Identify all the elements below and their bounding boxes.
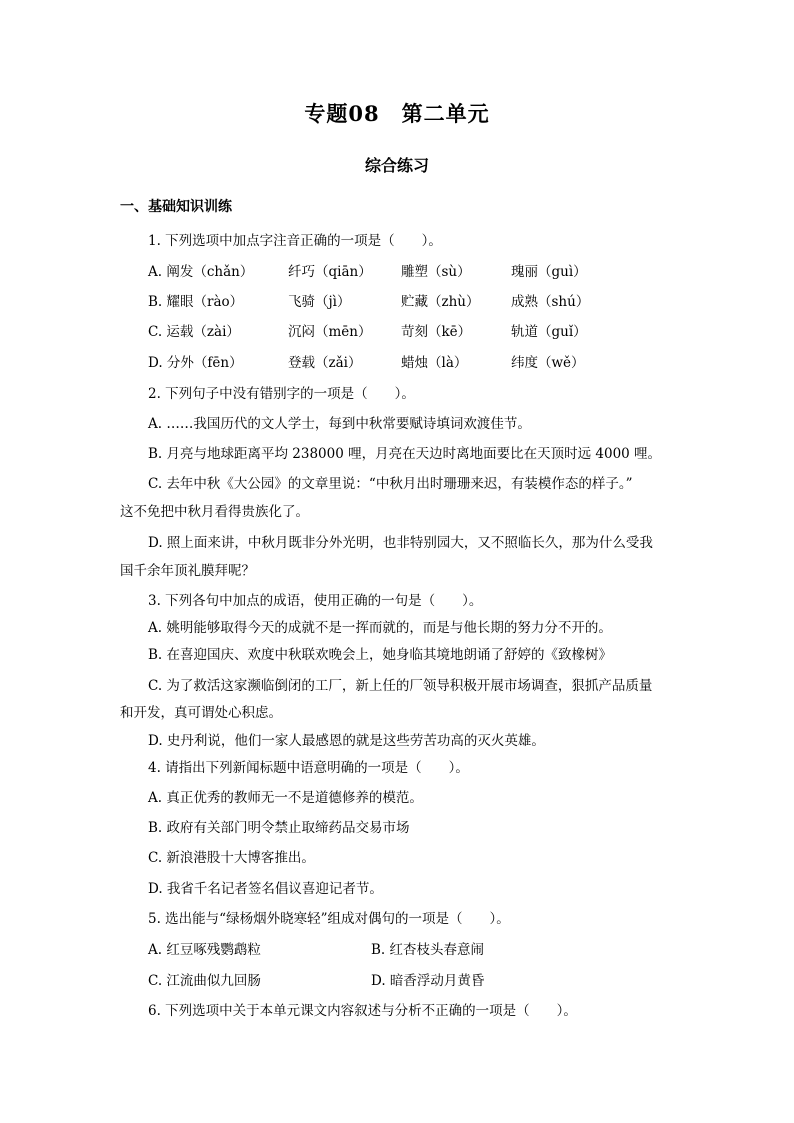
option-cell: D. 分外（fēn） [148, 355, 243, 371]
question-4-option-b: B. 政府有关部门明令禁止取缔药品交易市场 [148, 820, 410, 836]
question-4-option-a: A. 真正优秀的教师无一不是道德修养的模范。 [148, 790, 423, 806]
question-1-option-row-a [148, 262, 648, 282]
question-3-option-c-cont: 和开发，真可谓处心积虑。 [120, 705, 282, 721]
option-cell: 沉闷（mēn） [288, 324, 372, 340]
option-cell: 成熟（shú） [511, 294, 590, 310]
question-4-stem: 4. 请指出下列新闻标题中语意明确的一项是（ ）。 [148, 760, 469, 776]
question-6-stem: 6. 下列选项中关于本单元课文内容叙述与分析不正确的一项是（ ）。 [148, 1003, 577, 1019]
question-1-option-row-b [148, 292, 648, 312]
question-3-option-b: B. 在喜迎国庆、欢度中秋联欢晚会上，她身临其境地朗诵了舒婷的《致橡树》 [148, 647, 613, 663]
option-cell: B. 红杏枝头春意闹 [371, 942, 485, 958]
option-cell: 纤巧（qiān） [288, 264, 372, 280]
option-cell: 苛刻（kē） [401, 324, 472, 340]
question-5-option-row [148, 940, 648, 960]
option-cell: 雕塑（sù） [401, 264, 471, 280]
option-cell: D. 暗香浮动月黄昏 [371, 973, 485, 989]
question-5-stem: 5. 选出能与“绿杨烟外晓寒轻”组成对偶句的一项是（ ）。 [148, 911, 510, 927]
option-cell: C. 江流曲似九回肠 [148, 973, 261, 989]
question-3-option-d: D. 史丹利说，他们一家人最感恩的就是这些劳苦功高的灭火英雄。 [148, 733, 545, 749]
option-cell: A. 阐发（chǎn） [148, 264, 254, 280]
question-2-option-d-cont: 国千余年顶礼膜拜呢？ [120, 563, 255, 579]
question-1-option-row-d [148, 353, 648, 373]
question-2-stem: 2. 下列句子中没有错别字的一项是（ ）。 [148, 386, 415, 402]
question-2-option-c: C. 去年中秋《大公园》的文章里说：“中秋月出时珊珊来迟，有装模作态的样子。” [148, 476, 633, 492]
question-5-option-row [148, 971, 648, 991]
question-3-option-a: A. 姚明能够取得今天的成就不是一挥而就的，而是与他长期的努力分不开的。 [148, 620, 612, 636]
option-cell: A. 红豆啄残鹦鹉粒 [148, 942, 261, 958]
question-3-stem: 3. 下列各句中加点的成语，使用正确的一句是（ ）。 [148, 593, 483, 609]
question-2-option-a: A. ……我国历代的文人学士，每到中秋常要赋诗填词欢渡佳节。 [148, 416, 531, 432]
option-cell: C. 运载（zài） [148, 324, 240, 340]
question-4-option-c: C. 新浪港股十大博客推出。 [148, 850, 315, 866]
option-cell: 纬度（wě） [511, 355, 585, 371]
option-cell: 轨道（guǐ） [511, 324, 587, 340]
question-1-stem: 1. 下列选项中加点字注音正确的一项是（ ）。 [148, 233, 442, 249]
option-cell: B. 耀眼（rào） [148, 294, 244, 310]
option-cell: 登载（zǎi） [288, 355, 362, 371]
question-2-option-b: B. 月亮与地球距离平均 238000 哩，月亮在天边时离地面要比在天顶时远 4000 哩。 [148, 446, 662, 462]
question-2-option-d: D. 照上面来讲，中秋月既非分外光明，也非特别园大，又不照临长久，那为什么受我 [148, 535, 653, 551]
page-subtitle: 综合练习 [364, 156, 429, 175]
question-1-option-row-c [148, 322, 648, 342]
page-title: 专题08 第二单元 [304, 101, 490, 126]
question-4-option-d: D. 我省千名记者签名倡议喜迎记者节。 [148, 881, 383, 897]
section-heading: 一、基础知识训练 [120, 199, 232, 215]
question-3-option-c: C. 为了救活这家濒临倒闭的工厂，新上任的厂领导积极开展市场调查，狠抓产品质量 [148, 678, 653, 694]
option-cell: 瑰丽（guì） [511, 264, 587, 280]
option-cell: 蜡烛（là） [401, 355, 468, 371]
option-cell: 贮藏（zhù） [401, 294, 480, 310]
option-cell: 飞骑（jì） [288, 294, 351, 310]
question-2-option-c-cont: 这不免把中秋月看得贵族化了。 [120, 504, 309, 520]
